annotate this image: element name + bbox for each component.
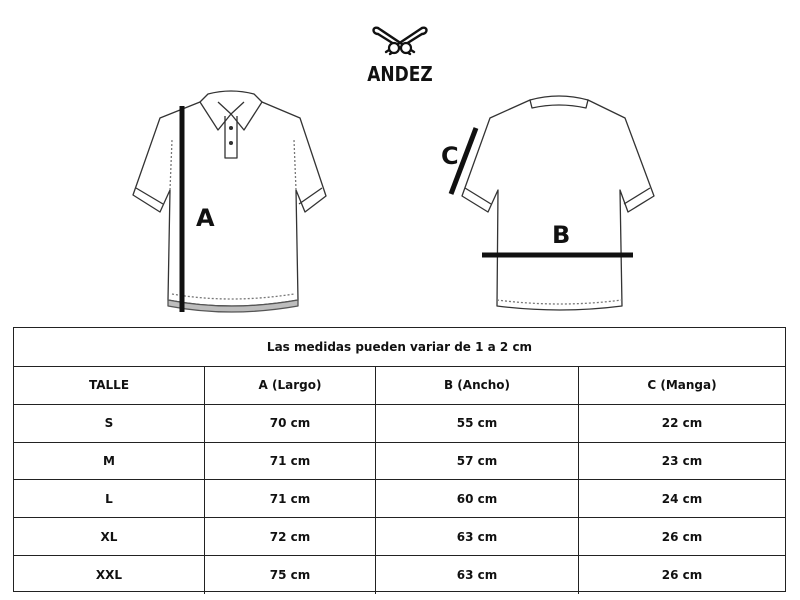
ancho-cell: 55 cm [376, 405, 579, 442]
manga-cell: 26 cm [661, 567, 703, 582]
largo-cell: 70 cm [205, 405, 376, 442]
size-cell: M [14, 443, 205, 480]
table-row [14, 443, 785, 481]
label-b: B [552, 221, 571, 249]
header-largo: A (Largo) [205, 367, 376, 404]
largo-cell: 75 cm [205, 556, 376, 594]
manga-cell: 22 cm [661, 416, 703, 431]
size-table [13, 327, 786, 592]
manga-cell: 23 cm [661, 453, 703, 468]
label-a: A [196, 204, 215, 232]
table-row [14, 480, 785, 518]
label-c: C [441, 142, 459, 170]
header-talle: TALLE [14, 367, 205, 404]
header-manga: C (Manga) [647, 378, 717, 393]
size-cell: XXL [14, 556, 205, 594]
brand-name: ANDEZ [367, 62, 433, 86]
size-cell: XL [14, 518, 205, 555]
manga-cell: 24 cm [661, 491, 703, 506]
table-header-row [14, 367, 785, 405]
header-ancho: B (Ancho) [376, 367, 579, 404]
ancho-cell: 63 cm [376, 556, 579, 594]
size-cell: L [14, 480, 205, 517]
manga-cell: 26 cm [661, 529, 703, 544]
ancho-cell: 57 cm [376, 443, 579, 480]
table-row [14, 556, 785, 594]
shirt-back-outline [462, 96, 654, 310]
shirt-front-outline [133, 91, 326, 312]
table-row [14, 518, 785, 556]
ancho-cell: 60 cm [376, 480, 579, 517]
ancho-cell: 63 cm [376, 518, 579, 555]
largo-cell: 72 cm [205, 518, 376, 555]
largo-cell: 71 cm [205, 480, 376, 517]
table-row [14, 405, 785, 443]
size-cell: S [14, 405, 205, 442]
largo-cell: 71 cm [205, 443, 376, 480]
table-note: Las medidas pueden variar de 1 a 2 cm [14, 328, 785, 367]
